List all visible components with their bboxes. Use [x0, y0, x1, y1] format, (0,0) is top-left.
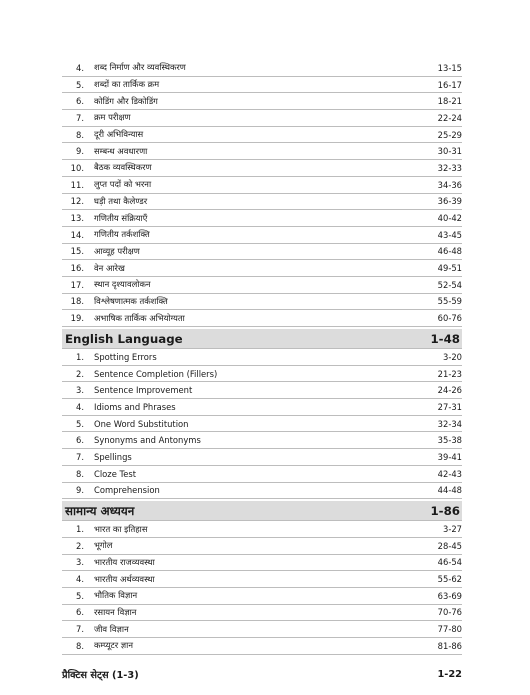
row-number: 8. — [76, 468, 84, 479]
row-number: 6. — [76, 435, 84, 446]
row-pages: 46-54 — [437, 557, 462, 568]
row-title: भौतिक विज्ञान — [94, 590, 138, 601]
row-title: भारतीय राजव्यवस्था — [94, 556, 155, 567]
row-title: Idioms and Phrases — [94, 401, 176, 412]
toc-row — [62, 483, 462, 500]
row-title: Sentence Improvement — [94, 385, 193, 396]
section-pages: 1-86 — [430, 503, 460, 518]
row-number: 8. — [76, 640, 84, 651]
row-pages: 36-39 — [437, 196, 462, 207]
row-title: घड़ी तथा कैलेण्डर — [94, 195, 148, 206]
row-title: One Word Substitution — [94, 418, 189, 429]
toc-row — [62, 143, 462, 160]
row-number: 9. — [76, 146, 84, 157]
table-of-contents — [62, 60, 462, 685]
row-title: गणितीय तर्कशक्ति — [94, 229, 150, 240]
toc-row — [62, 210, 462, 227]
row-pages: 77-80 — [437, 624, 462, 635]
row-pages: 32-34 — [437, 418, 462, 429]
practice-sets-title: प्रैक्टिस सेट्स (1-3) — [62, 670, 139, 682]
row-number: 17. — [70, 279, 84, 290]
toc-row — [62, 194, 462, 211]
toc-row — [62, 555, 462, 572]
row-pages: 22-24 — [437, 112, 462, 123]
row-number: 2. — [76, 368, 84, 379]
toc-row — [62, 60, 462, 77]
reasoning-list — [62, 60, 462, 327]
section-title: सामान्य अध्ययन — [65, 503, 135, 518]
row-number: 18. — [70, 296, 84, 307]
row-title: जीव विज्ञान — [94, 623, 129, 634]
row-pages: 13-15 — [437, 62, 462, 73]
row-pages: 42-43 — [437, 468, 462, 479]
row-number: 12. — [70, 196, 84, 207]
toc-row — [62, 638, 462, 655]
row-number: 4. — [76, 574, 84, 585]
row-number: 8. — [76, 129, 84, 140]
row-number: 7. — [76, 112, 84, 123]
toc-row — [62, 538, 462, 555]
row-title: Synonyms and Antonyms — [94, 435, 201, 446]
row-pages: 25-29 — [437, 129, 462, 140]
row-number: 15. — [70, 246, 84, 257]
row-title: Spotting Errors — [94, 351, 157, 362]
row-pages: 55-62 — [437, 574, 462, 585]
toc-row — [62, 432, 462, 449]
row-pages: 39-41 — [437, 451, 462, 462]
row-number: 16. — [70, 263, 84, 274]
row-pages: 16-17 — [437, 79, 462, 90]
row-number: 1. — [76, 351, 84, 362]
row-pages: 34-36 — [437, 179, 462, 190]
toc-row — [62, 110, 462, 127]
row-pages: 60-76 — [437, 313, 462, 324]
row-pages: 35-38 — [437, 435, 462, 446]
row-number: 3. — [76, 385, 84, 396]
gs-section-header — [62, 501, 462, 521]
row-number: 5. — [76, 418, 84, 429]
row-title: Spellings — [94, 451, 132, 462]
toc-row — [62, 621, 462, 638]
row-number: 6. — [76, 607, 84, 618]
row-pages: 30-31 — [437, 146, 462, 157]
row-pages: 43-45 — [437, 229, 462, 240]
row-pages: 40-42 — [437, 213, 462, 224]
row-number: 11. — [70, 179, 84, 190]
row-title: भारतीय अर्थव्यवस्था — [94, 573, 155, 584]
row-number: 1. — [76, 524, 84, 535]
row-pages: 55-59 — [437, 296, 462, 307]
row-pages: 63-69 — [437, 590, 462, 601]
row-number: 14. — [70, 229, 84, 240]
toc-row — [62, 349, 462, 366]
toc-row — [62, 277, 462, 294]
row-title: क्रम परीक्षण — [94, 112, 131, 123]
toc-row — [62, 521, 462, 538]
practice-sets-row — [62, 665, 462, 685]
row-number: 10. — [70, 162, 84, 173]
row-number: 6. — [76, 96, 84, 107]
toc-row — [62, 571, 462, 588]
row-pages: 24-26 — [437, 385, 462, 396]
toc-row — [62, 127, 462, 144]
row-number: 7. — [76, 451, 84, 462]
row-pages: 3-27 — [442, 524, 462, 535]
row-title: गणितीय संक्रियाएँ — [94, 212, 148, 223]
row-title: Comprehension — [94, 485, 160, 496]
section-title: English Language — [65, 331, 183, 346]
row-pages: 44-48 — [437, 485, 462, 496]
toc-row — [62, 449, 462, 466]
row-pages: 70-76 — [437, 607, 462, 618]
row-number: 4. — [76, 401, 84, 412]
row-title: स्थान दृश्यावलोकन — [94, 279, 151, 290]
toc-row — [62, 244, 462, 261]
toc-row — [62, 466, 462, 483]
row-pages: 28-45 — [437, 540, 462, 551]
row-pages: 52-54 — [437, 279, 462, 290]
row-pages: 21-23 — [437, 368, 462, 379]
gs-list — [62, 521, 462, 655]
row-number: 19. — [70, 313, 84, 324]
toc-row — [62, 588, 462, 605]
toc-row — [62, 77, 462, 94]
row-title: बैठक व्यवस्थिकरण — [94, 162, 152, 173]
toc-row — [62, 382, 462, 399]
row-pages: 18-21 — [437, 96, 462, 107]
row-number: 2. — [76, 540, 84, 551]
row-title: आव्यूह परीक्षण — [94, 245, 140, 256]
toc-row — [62, 227, 462, 244]
row-title: वेन आरेख — [94, 262, 125, 273]
row-number: 13. — [70, 213, 84, 224]
toc-row — [62, 93, 462, 110]
row-title: कम्प्यूटर ज्ञान — [94, 640, 133, 651]
row-title: कोडिंग और डिकोडिंग — [94, 95, 158, 106]
row-pages: 3-20 — [442, 351, 462, 362]
section-pages: 1-48 — [430, 331, 460, 346]
row-number: 4. — [76, 62, 84, 73]
row-title: Sentence Completion (Fillers) — [94, 368, 218, 379]
row-title: दूरी अभिविन्यास — [94, 129, 144, 140]
english-section-header — [62, 329, 462, 349]
row-number: 5. — [76, 79, 84, 90]
row-pages: 49-51 — [437, 263, 462, 274]
toc-row — [62, 310, 462, 327]
toc-row — [62, 260, 462, 277]
row-title: अभाषिक तार्किक अभियोग्यता — [94, 312, 185, 323]
toc-row — [62, 294, 462, 311]
row-title: शब्दों का तार्किक क्रम — [94, 79, 160, 90]
row-number: 9. — [76, 485, 84, 496]
row-title: लुप्त पदों को भरना — [94, 179, 152, 190]
toc-row — [62, 605, 462, 622]
english-list — [62, 349, 462, 499]
row-title: विश्लेषणात्मक तर्कशक्ति — [94, 295, 168, 306]
row-pages: 32-33 — [437, 162, 462, 173]
row-number: 3. — [76, 557, 84, 568]
row-title: भूगोल — [94, 540, 113, 551]
row-title: सम्बन्ध अवधारणा — [94, 145, 148, 156]
practice-sets-pages: 1-22 — [437, 669, 462, 681]
row-number: 7. — [76, 624, 84, 635]
toc-row — [62, 416, 462, 433]
row-pages: 46-48 — [437, 246, 462, 257]
row-title: शब्द निर्माण और व्यवस्थिकरण — [94, 62, 186, 73]
row-title: भारत का इतिहास — [94, 523, 148, 534]
row-title: रसायन विज्ञान — [94, 606, 137, 617]
row-number: 5. — [76, 590, 84, 601]
row-pages: 81-86 — [437, 640, 462, 651]
toc-row — [62, 399, 462, 416]
toc-row — [62, 177, 462, 194]
row-pages: 27-31 — [437, 401, 462, 412]
toc-row — [62, 160, 462, 177]
row-title: Cloze Test — [94, 468, 136, 479]
toc-row — [62, 366, 462, 383]
